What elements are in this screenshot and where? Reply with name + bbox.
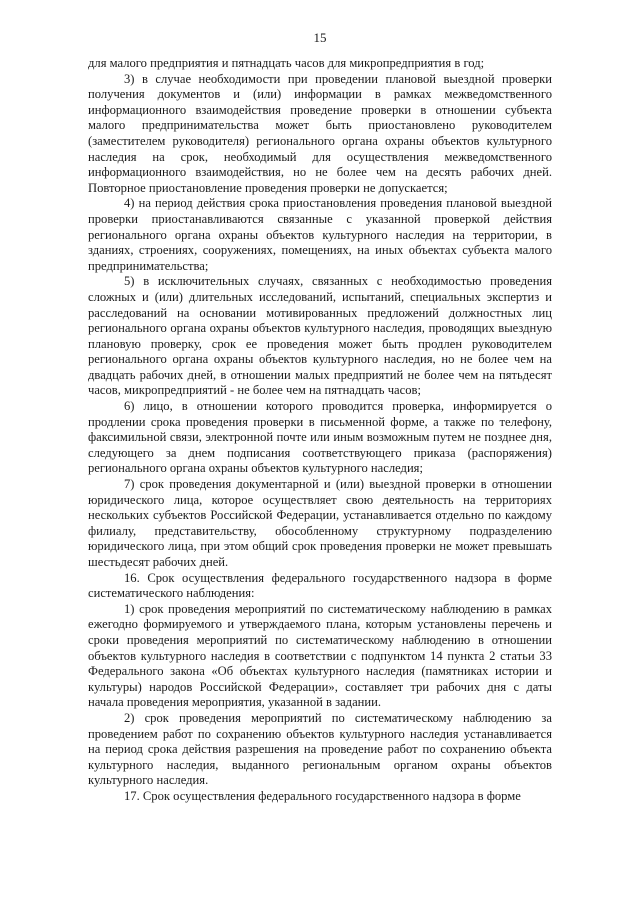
paragraph-section-17: 17. Срок осуществления федерального государственного надзора в форме [124,788,521,803]
paragraph-item-6: 6) лицо, в отношении которого проводится проверка, информируется о продлении срока проведения проверки в письменной форме, а также по телефону, факсимильной связи, электронной почте или иным возможным путем не позднее дня, следующего за днем подписания соответствующего приказа (распоряжения) регионального органа охраны объектов культурного наследия; [88,399,552,476]
paragraph-item-7: 7) срок проведения документарной и (или) выездной проверки в отношении юридического лица, которое осуществляет свою деятельность на территориях нескольких субъектов Российской Федерации, устанавливается отдельно по каждому филиалу, представительству, обособленному структурному подразделению юридического лица, при этом общий срок проведения проверки не может превышать шестьдесят рабочих дней. [88,477,552,569]
paragraph-item-4: 4) на период действия срока приостановления проведения плановой выездной проверки приостанавливаются связанные с указанной проверкой действия регионального органа охраны объектов культурного наследия на территории, в зданиях, строениях, сооружениях, помещениях, на иных объектах субъекта малого предпринимательства; [88,196,552,273]
paragraph-continuation: для малого предприятия и пятнадцать часов для микропредприятия в год; [88,56,485,70]
paragraph-item-5: 5) в исключительных случаях, связанных с необходимостью проведения сложных и (или) длительных исследований, испытаний, специальных экспертиз и расследований на основании мотивированных предложений должностных лиц регионального органа охраны объектов культурного наследия, проводящих выездную плановую проверку, срок ее проведения может быть продлен руководителем регионального органа охраны объектов культурного наследия, но не более чем на двадцать рабочих дней, в отношении малых предприятий не более чем на пятьдесят часов, микропредприятий - не более чем на пятнадцать часов; [88,274,552,398]
document-body [88,56,552,805]
paragraph-section-16: 16. Срок осуществления федерального государственного надзора в форме систематического наблюдения: [88,570,552,601]
page-number: 15 [313,30,327,45]
paragraph-item-3: 3) в случае необходимости при проведении плановой выездной проверки получения документов и (или) информации в рамках межведомственного информационного взаимодействия проведение проверки в отношении субъекта малого предпринимательства может быть приостановлено руководителем (заместителем руководителя) регионального органа охраны объектов культурного наследия на срок, необходимый для осуществления межведомственного информационного взаимодействия, но не более чем на десять рабочих дней. Повторное приостановление проведения проверки не допускается; [88,71,552,195]
paragraph-16-item-1: 1) срок проведения мероприятий по систематическому наблюдению в рамках ежегодно формируемого и утверждаемого плана, которым установлены перечень и сроки проведения мероприятий по систематическому наблюдению в отношении объектов культурного наследия в соответствии с подпунктом 14 пункта 2 статьи 33 Федерального закона «Об объектах культурного наследия (памятниках истории и культуры) народов Российской Федерации», составляет три рабочих дня с даты начала проведения мероприятия, указанной в задании. [88,601,552,710]
paragraph-16-item-2: 2) срок проведения мероприятий по систематическому наблюдению за проведением работ по сохранению объектов культурного наследия устанавливается на период срока действия разрешения на проведение работ по сохранению объекта культурного наследия, выданного региональным органом охраны объектов культурного наследия. [88,710,552,788]
